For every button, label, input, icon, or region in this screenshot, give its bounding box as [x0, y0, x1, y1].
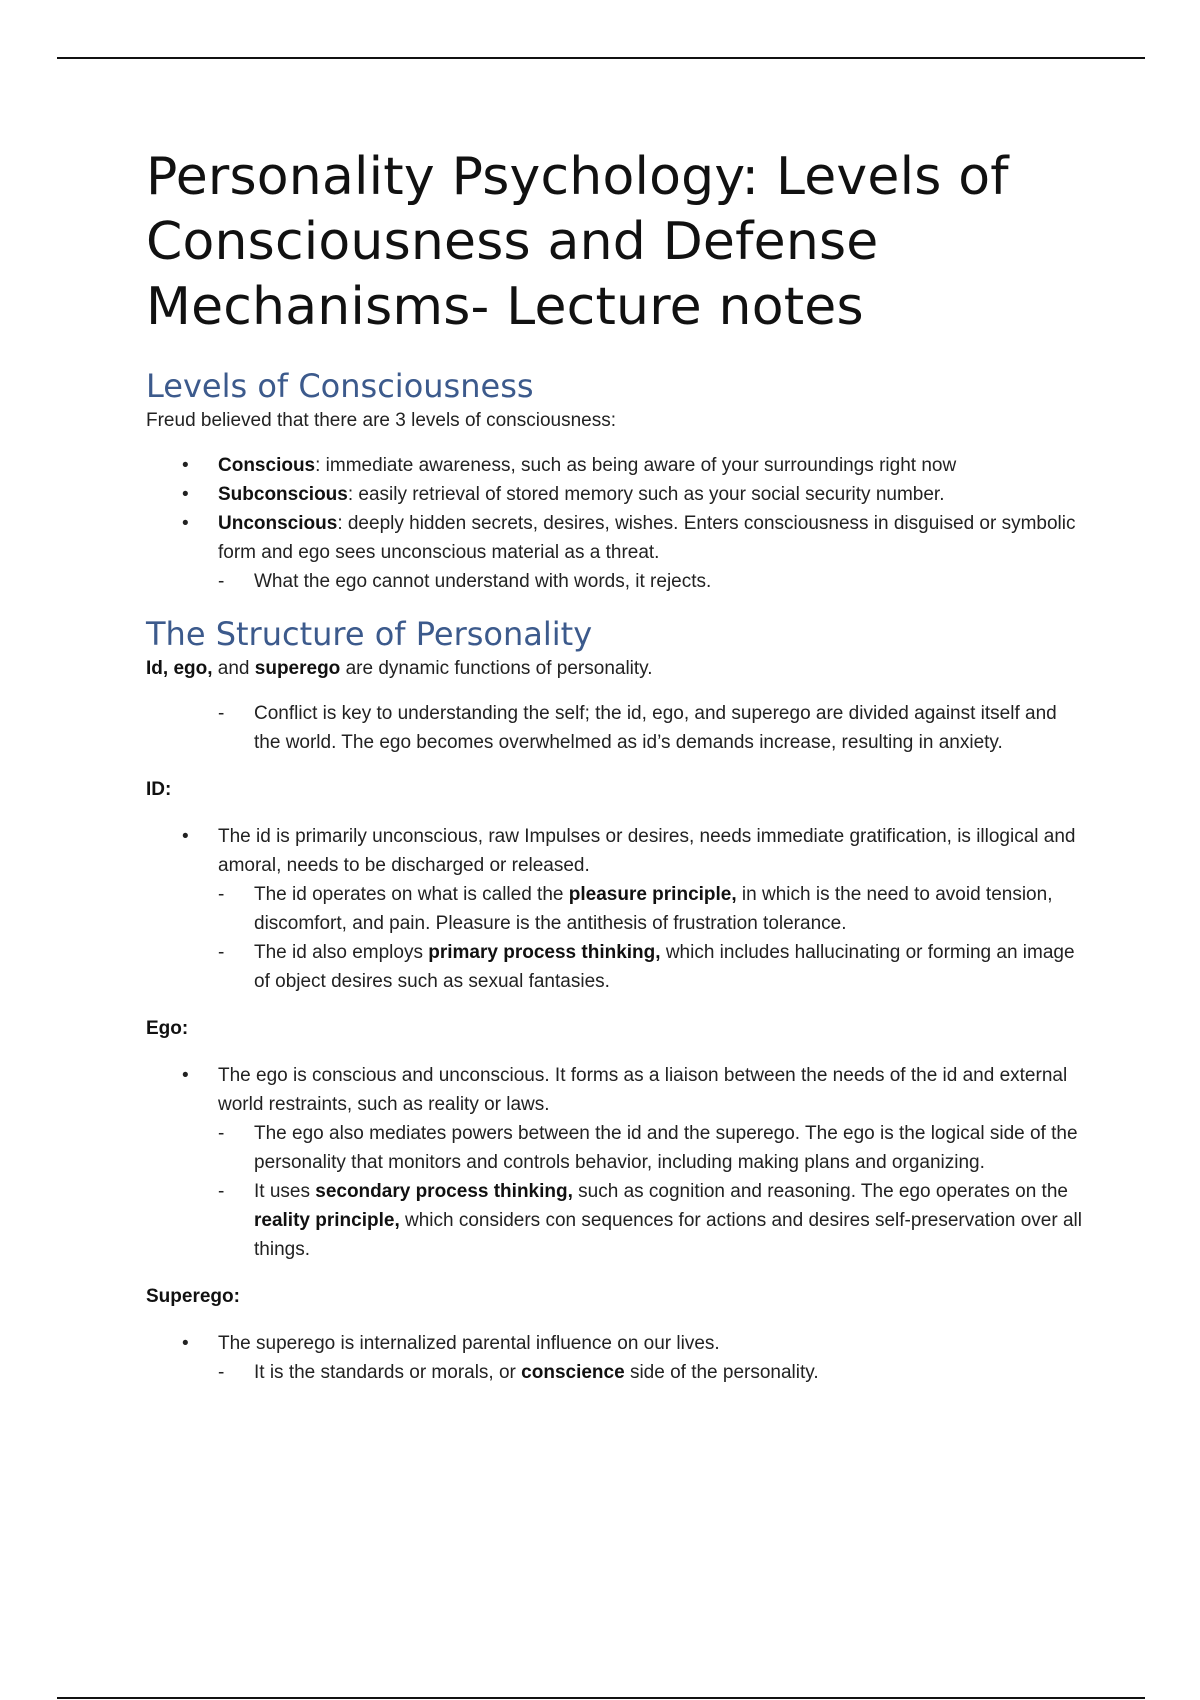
bullet-marker: • — [182, 484, 189, 505]
dash-marker: - — [218, 1181, 225, 1202]
text: side of the personality. — [624, 1362, 819, 1383]
document-title: Personality Psychology: Levels of Consciousness and Defense Mechanisms- Lecture notes — [146, 147, 1009, 337]
term-primary-process: primary process thinking, — [428, 942, 661, 963]
text: It is the standards or morals, or — [254, 1362, 522, 1383]
ego-label: Ego: — [146, 1018, 189, 1039]
superego-bullet-text: The superego is internalized parental influence on our lives. — [218, 1333, 720, 1354]
sub-item — [146, 567, 1086, 596]
dash-marker: - — [218, 1123, 225, 1144]
def-unconscious: : deeply hidden secrets, desires, wishes. Enters consciousness in disguised or symbolic form and ego sees unconscious material as a threat. — [218, 513, 1076, 563]
bullet-marker: • — [182, 455, 189, 476]
conflict-text: Conflict is key to understanding the self; the id, ego, and superego are divided against itself and the world. The ego becomes overwhelmed as id’s demands increase, resulting in anxiety. — [254, 703, 1057, 753]
structure-list — [146, 699, 1086, 757]
label-id — [146, 775, 1086, 804]
heading-structure: The Structure of Personality — [146, 615, 593, 653]
document-body — [146, 145, 1086, 1387]
sub-item — [146, 1358, 1086, 1387]
ego-list — [146, 1061, 1086, 1264]
bottom-rule — [57, 1697, 1145, 1699]
term-id-ego: Id, ego, — [146, 658, 213, 679]
sub-item — [146, 938, 1086, 996]
text: and — [212, 658, 255, 679]
dash-marker: - — [218, 942, 225, 963]
def-subconscious: : easily retrieval of stored memory such as your social security number. — [347, 484, 945, 505]
structure-intro — [146, 654, 1086, 683]
text: which considers con sequences for actions and desires self-preservation over all things. — [254, 1210, 1082, 1260]
list-item — [146, 451, 1086, 480]
def-conscious: : immediate awareness, such as being aware of your surroundings right now — [315, 455, 957, 476]
list-item — [146, 822, 1086, 880]
levels-intro: Freud believed that there are 3 levels of consciousness: — [146, 410, 616, 431]
text: The id also employs — [254, 942, 429, 963]
term-pleasure-principle: pleasure principle, — [568, 884, 737, 905]
sub-item — [146, 1119, 1086, 1177]
dash-marker: - — [218, 703, 225, 724]
term-secondary-process: secondary process thinking, — [315, 1181, 573, 1202]
bullet-marker: • — [182, 1065, 189, 1086]
superego-list — [146, 1329, 1086, 1387]
dash-marker: - — [218, 1362, 225, 1383]
heading-levels: Levels of Consciousness — [146, 367, 534, 405]
superego-label: Superego: — [146, 1286, 240, 1307]
term-conscience: conscience — [521, 1362, 625, 1383]
text: which includes hallucinating or forming an image of object desires such as sexual fantasies. — [254, 942, 1075, 992]
text: in which is the need to avoid tension, discomfort, and pain. Pleasure is the antithesis of frustration tolerance. — [254, 884, 1053, 934]
levels-list — [146, 451, 1086, 596]
id-label: ID: — [146, 779, 172, 800]
top-rule — [57, 57, 1145, 59]
bullet-marker: • — [182, 826, 189, 847]
ego-bullet-text: The ego is conscious and unconscious. It forms as a liaison between the needs of the id and external world restraints, such as reality or laws. — [218, 1065, 1068, 1115]
label-ego — [146, 1014, 1086, 1043]
list-item — [146, 480, 1086, 509]
text: such as cognition and reasoning. The ego operates on the — [572, 1181, 1068, 1202]
term-conscious: Conscious — [218, 455, 316, 476]
term-unconscious: Unconscious — [218, 513, 338, 534]
text: are dynamic functions of personality. — [340, 658, 653, 679]
dash-marker: - — [218, 571, 225, 592]
list-item — [146, 509, 1086, 567]
label-superego — [146, 1282, 1086, 1311]
bullet-marker: • — [182, 513, 189, 534]
text: The ego also mediates powers between the id and the superego. The ego is the logical side of the personality that monitors and controls behavior, including making plans and organizing. — [254, 1123, 1078, 1173]
term-subconscious: Subconscious — [218, 484, 348, 505]
list-item — [146, 1329, 1086, 1358]
sub-item — [146, 699, 1086, 757]
term-reality-principle: reality principle, — [254, 1210, 400, 1231]
text: The id operates on what is called the — [254, 884, 569, 905]
id-list — [146, 822, 1086, 996]
dash-marker: - — [218, 884, 225, 905]
text: It uses — [254, 1181, 316, 1202]
sub-item — [146, 880, 1086, 938]
sub-text: What the ego cannot understand with words, it rejects. — [254, 571, 712, 592]
bullet-marker: • — [182, 1333, 189, 1354]
id-bullet-text: The id is primarily unconscious, raw Impulses or desires, needs immediate gratification, is illogical and amoral, needs to be discharged or released. — [218, 826, 1076, 876]
list-item — [146, 1061, 1086, 1119]
sub-item — [146, 1177, 1086, 1264]
term-superego: superego — [254, 658, 341, 679]
